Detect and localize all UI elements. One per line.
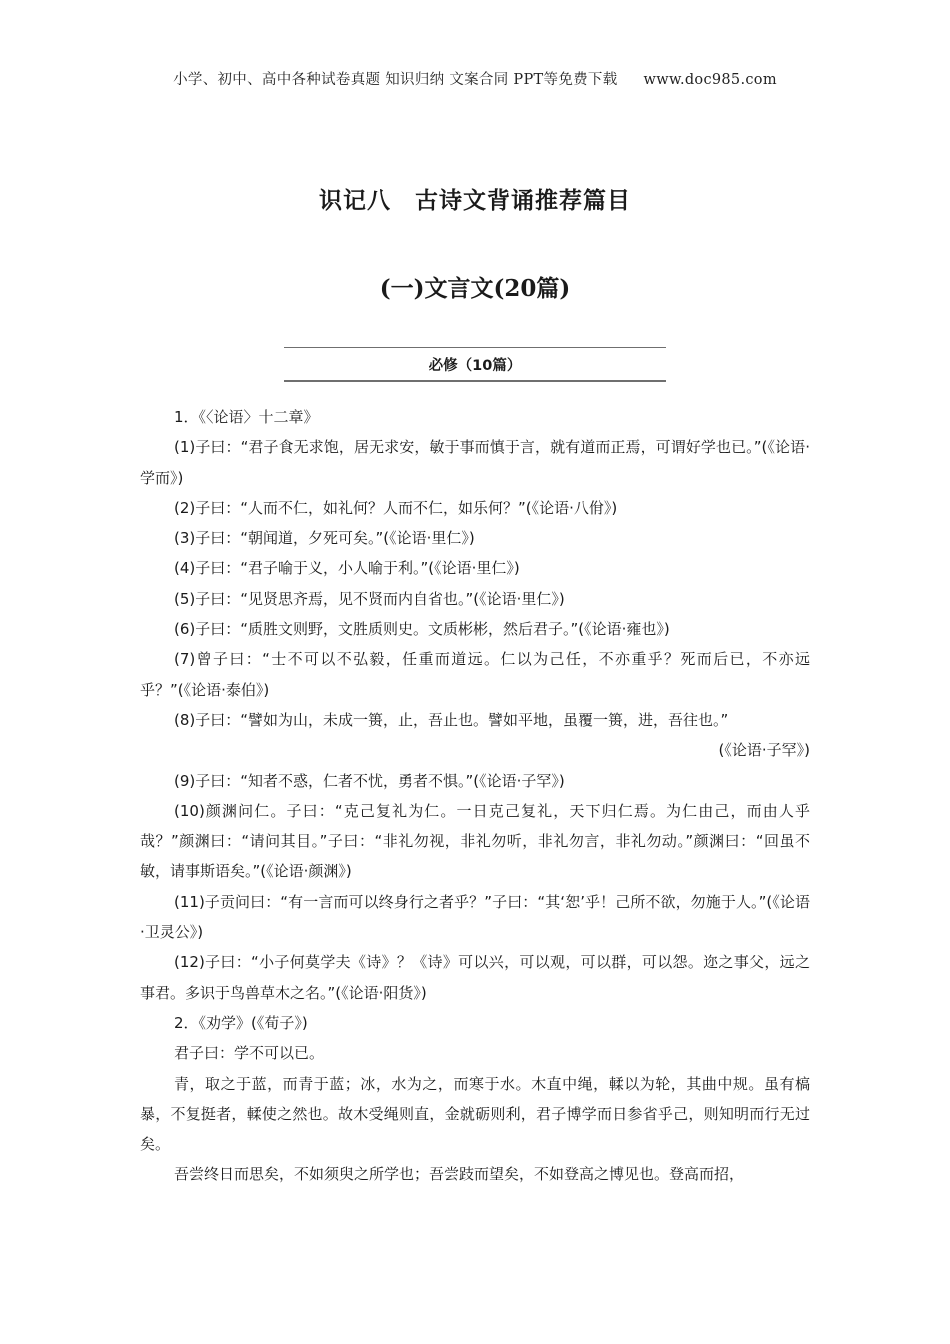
text-line: (2)子曰：“人而不仁，如礼何？人而不仁，如乐何？”(《论语·八佾》) <box>174 498 618 517</box>
text-line: (12)子曰：“小子何莫学夫《诗》？《诗》可以兴，可以观，可以群，可以怨。迩之事父，远之事君。多识于鸟兽草木之名。”(《论语·阳货》) <box>140 953 810 1002</box>
document-body <box>140 402 810 1190</box>
text-line: 君子曰：学不可以已。 <box>174 1044 325 1063</box>
source-citation: (《论语·子罕》) <box>718 741 810 760</box>
text-line: (4)子曰：“君子喻于义，小人喻于利。”(《论语·里仁》) <box>174 559 520 578</box>
text-line: (10)颜渊问仁。子曰：“克己复礼为仁。一日克己复礼，天下归仁焉。为仁由己，而由人乎哉？”颜渊曰：“请问其目。”子曰：“非礼勿视，非礼勿听，非礼勿言，非礼勿动。”颜渊曰：“回虽不敏，请事斯语矣。”(《论语·颜渊》) <box>140 801 810 881</box>
text-line: 1．《〈论语〉十二章》 <box>174 408 319 426</box>
text-line: 吾尝终日而思矣，不如须臾之所学也；吾尝跂而望矣，不如登高之博见也。登高而招， <box>174 1165 745 1184</box>
text-line: (11)子贡问曰：“有一言而可以终身行之者乎？”子曰：“其‘恕’乎！己所不欲，勿施于人。”(《论语·卫灵公》) <box>140 892 810 942</box>
text-line: 青，取之于蓝，而青于蓝；冰，水为之，而寒于水。木直中绳，輮以为轮，其曲中规。虽有槁暴，不复挺者，輮使之然也。故木受绳则直，金就砺则利，君子博学而日参省乎己，则知明而行无过矣。 <box>140 1074 810 1154</box>
section-label: 必修（10篇） <box>428 358 522 374</box>
text-line: (8)子曰：“譬如为山，未成一篑，止，吾止也。譬如平地，虽覆一篑，进，吾往也。” <box>174 710 729 729</box>
section-divider-bottom <box>284 380 666 382</box>
header-url[interactable]: www.doc985.com <box>643 72 777 88</box>
text-line: (6)子曰：“质胜文则野，文胜质则史。文质彬彬，然后君子。”(《论语·雍也》) <box>174 620 670 639</box>
text-line: 2．《劝学》(《荀子》) <box>174 1013 308 1032</box>
text-line: (5)子曰：“见贤思齐焉，见不贤而内自省也。”(《论语·里仁》) <box>174 589 565 608</box>
text-line: (7)曾子曰：“士不可以不弘毅，任重而道远。仁以为己任，不亦重乎？死而后已，不亦远乎？”(《论语·泰伯》) <box>140 650 810 699</box>
header-text: 小学、初中、高中各种试卷真题 知识归纳 文案合同 PPT等免费下载 <box>173 72 618 88</box>
page-title: 识记八 古诗文背诵推荐篇目 <box>319 188 631 214</box>
text-line: (9)子曰：“知者不惑，仁者不忧，勇者不惧。”(《论语·子罕》) <box>174 771 565 790</box>
text-line: (3)子曰：“朝闻道，夕死可矣。”(《论语·里仁》) <box>174 529 475 548</box>
page-subtitle: (一)文言文(20篇) <box>379 275 571 302</box>
page-header <box>0 68 950 89</box>
text-line: (1)子曰：“君子食无求饱，居无求安，敏于事而慎于言，就有道而正焉，可谓好学也已。”(《论语·学而》) <box>140 438 810 487</box>
section-divider-top <box>284 347 666 348</box>
